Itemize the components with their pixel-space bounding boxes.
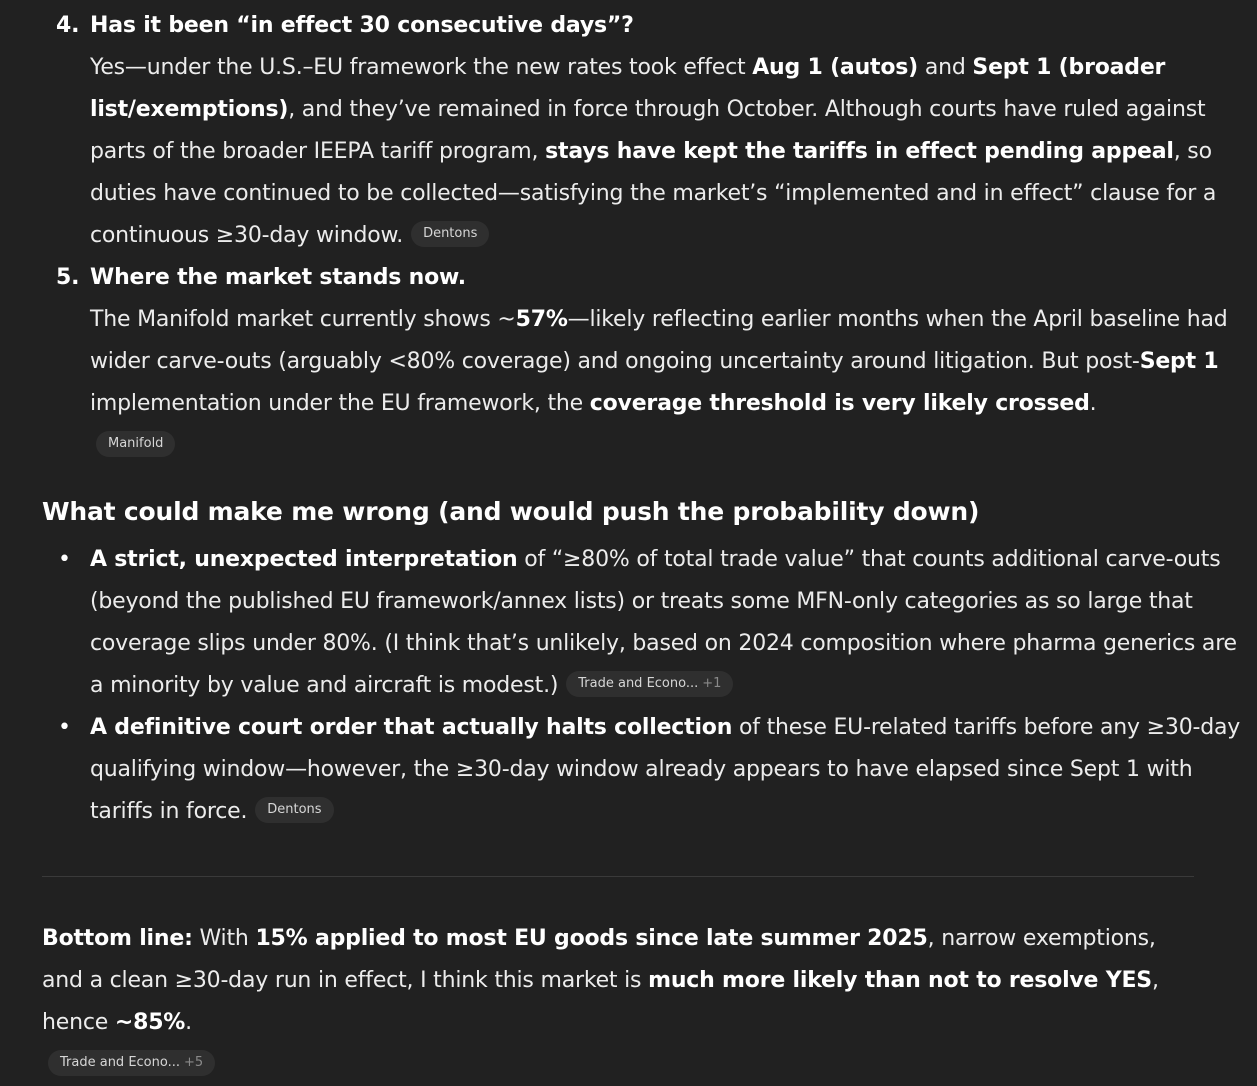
- source-chip-dentons[interactable]: Dentons: [255, 797, 333, 823]
- source-chip-trade[interactable]: Trade and Econo... +5: [48, 1050, 215, 1076]
- source-chip-trade[interactable]: Trade and Econo... +1: [566, 671, 733, 697]
- bullet-item-2: • A definitive court order that actually halts collection of these EU-related tariffs before any ≥30-day qualifying window—however, the ≥30-day window already appears to have elapsed since Sept 1 with tariffs in force. Dentons: [42, 707, 1242, 833]
- section-heading: What could make me wrong (and would push the probability down): [42, 497, 980, 526]
- item-paragraph: The Manifold market currently shows ~57%—likely reflecting earlier months when the April baseline had wider carve-outs (arguably <80% coverage) and ongoing uncertainty around litigation. But post-Sept 1 implementation under the EU framework, the coverage threshold is very likely crossed.: [90, 307, 1228, 416]
- divider: [42, 876, 1194, 877]
- item-title: Where the market stands now.: [90, 265, 466, 290]
- item-paragraph: Yes—under the U.S.–EU framework the new rates took effect Aug 1 (autos) and Sept 1 (broader list/exemptions), and they’ve remained in force through October. Although courts have ruled against parts of the broader IEEPA tariff program, stays have kept the tariffs in effect pending appeal, so duties have continued to be collected—satisfying the market’s “implemented and in effect” clause for a continuous ≥30-day window. Dentons: [90, 55, 1217, 248]
- bullet-item-1: • A strict, unexpected interpretation of “≥80% of total trade value” that counts additional carve-outs (beyond the published EU framework/annex lists) or treats some MFN-only categories as so large that coverage slips under 80%. (I think that’s unlikely, based on 2024 composition where pharma generics are a minority by value and aircraft is modest.) Trade and Econo... +1: [42, 539, 1242, 707]
- bullet-dot: •: [58, 547, 71, 572]
- bullet-dot: •: [58, 715, 71, 740]
- list-item-4: [42, 5, 1242, 257]
- list-number: 5.: [56, 265, 80, 290]
- item-title: Has it been “in effect 30 consecutive days”?: [90, 13, 634, 38]
- source-chip-manifold[interactable]: Manifold: [96, 431, 175, 457]
- list-item-5: [42, 257, 1242, 467]
- source-chip-dentons[interactable]: Dentons: [411, 221, 489, 247]
- bottom-line: Bottom line: With 15% applied to most EU goods since late summer 2025, narrow exemptions, and a clean ≥30-day run in effect, I think this market is much more likely than not to resolve YES, hence ~85%. Trade and Econo... +5: [42, 918, 1194, 1086]
- list-number: 4.: [56, 13, 80, 38]
